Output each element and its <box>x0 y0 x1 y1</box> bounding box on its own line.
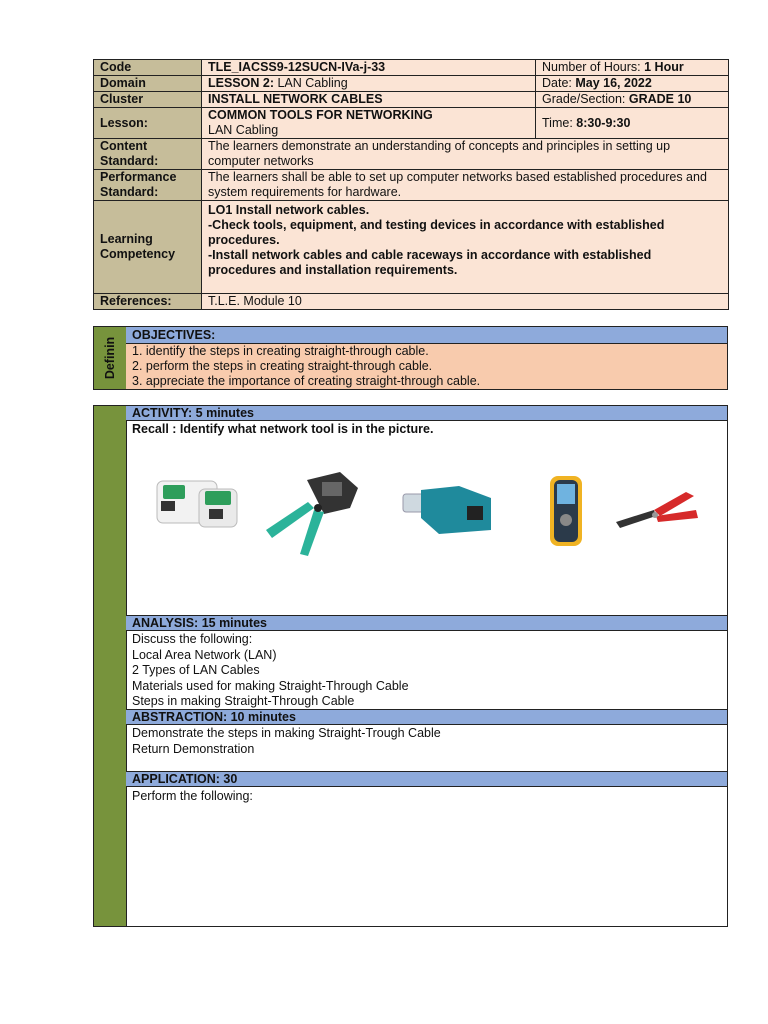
application-title: APPLICATION: 30 <box>126 771 727 787</box>
activity-title: ACTIVITY: 5 minutes <box>126 405 727 421</box>
grade-label: Grade/Section: <box>542 92 629 106</box>
date-cell <box>536 76 729 92</box>
date-label: Date: <box>542 76 576 90</box>
cluster-label: Cluster <box>94 92 202 108</box>
competency-line: LO1 Install network cables. <box>208 203 370 217</box>
references-value: T.L.E. Module 10 <box>202 294 729 310</box>
lesson-sub: LAN Cabling <box>208 123 279 137</box>
grade-value: GRADE 10 <box>628 92 692 106</box>
objective-item: 2. perform the steps in creating straight-through cable. <box>132 359 433 373</box>
analysis-line: 2 Types of LAN Cables <box>132 663 260 677</box>
analysis-title: ANALYSIS: 15 minutes <box>126 615 727 631</box>
time-cell <box>536 108 729 139</box>
procedure-side-bar <box>94 406 127 926</box>
lesson-label: Lesson: <box>94 108 202 139</box>
competency-line: -Install network cables and cable raceways in accordance with established procedures and installation requirements. <box>208 248 652 277</box>
abstraction-body <box>132 726 723 757</box>
domain-label: Domain <box>94 76 202 92</box>
code-value: TLE_IACSS9-12SUCN-IVa-j-33 <box>202 60 536 76</box>
hours-value: 1 Hour <box>644 60 684 74</box>
performance-label-line1: Performance <box>100 170 177 184</box>
code-label: Code <box>94 60 202 76</box>
domain-cell <box>202 76 536 92</box>
cable-tester-icon <box>149 471 244 546</box>
domain-lesson: LESSON 2: <box>208 76 278 90</box>
references-label: References: <box>94 294 202 310</box>
analysis-line: Discuss the following: <box>132 632 253 646</box>
objectives-side-bar <box>94 327 127 389</box>
objective-item: 3. appreciate the importance of creating straight-through cable. <box>132 374 481 388</box>
procedure-box <box>93 405 728 927</box>
activity-instruction: Recall : Identify what network tool is in the picture. <box>132 422 434 436</box>
competency-label-line2: Competency <box>100 247 176 261</box>
grade-cell <box>536 92 729 108</box>
performance-label-line2: Standard: <box>100 185 159 199</box>
abstraction-line: Demonstrate the steps in making Straight-Trough Cable <box>132 726 441 740</box>
crimping-tool-icon <box>262 468 362 565</box>
analysis-line: Local Area Network (LAN) <box>132 647 277 662</box>
learning-competency-label <box>94 201 202 294</box>
application-line: Perform the following: <box>132 789 253 803</box>
rj45-coupler-icon <box>399 484 494 544</box>
analysis-line: Materials used for making Straight-Through Cable <box>132 678 409 693</box>
lesson-cell <box>202 108 536 139</box>
performance-standard-label <box>94 170 202 201</box>
objectives-box <box>93 326 728 390</box>
abstraction-title: ABSTRACTION: 10 minutes <box>126 709 727 725</box>
cluster-value: INSTALL NETWORK CABLES <box>202 92 536 108</box>
wire-stripper-icon <box>614 488 704 538</box>
content-standard-label <box>94 139 202 170</box>
hours-label: Number of Hours: <box>542 60 645 74</box>
competency-line: -Check tools, equipment, and testing devices in accordance with established procedures. <box>208 218 665 247</box>
network-tester-device-icon <box>546 474 586 554</box>
abstraction-line: Return Demonstration <box>132 741 255 756</box>
domain-value: LAN Cabling <box>277 76 348 90</box>
hours-cell <box>536 60 729 76</box>
analysis-line: Steps in making Straight-Through Cable <box>132 694 355 708</box>
learning-competency-value <box>202 201 729 294</box>
objectives-list <box>126 344 727 389</box>
objective-item: 1. identify the steps in creating straight-through cable. <box>132 344 429 358</box>
analysis-body <box>132 632 723 710</box>
lesson-title: COMMON TOOLS FOR NETWORKING <box>208 108 433 122</box>
objectives-side-label: Definin <box>103 336 117 380</box>
time-label: Time: <box>542 115 577 130</box>
time-value: 8:30-9:30 <box>576 115 631 130</box>
competency-label-line1: Learning <box>100 232 153 246</box>
content-label-line1: Content <box>100 139 148 153</box>
performance-standard-value: The learners shall be able to set up computer networks based established procedures and system requirements for hardware. <box>202 170 729 201</box>
content-standard-value: The learners demonstrate an understanding of concepts and principles in setting up computer networks <box>202 139 729 170</box>
content-label-line2: Standard: <box>100 154 159 168</box>
lesson-header-table <box>93 59 729 310</box>
date-value: May 16, 2022 <box>575 76 652 90</box>
objectives-title: OBJECTIVES: <box>126 327 727 344</box>
application-body <box>132 789 723 805</box>
